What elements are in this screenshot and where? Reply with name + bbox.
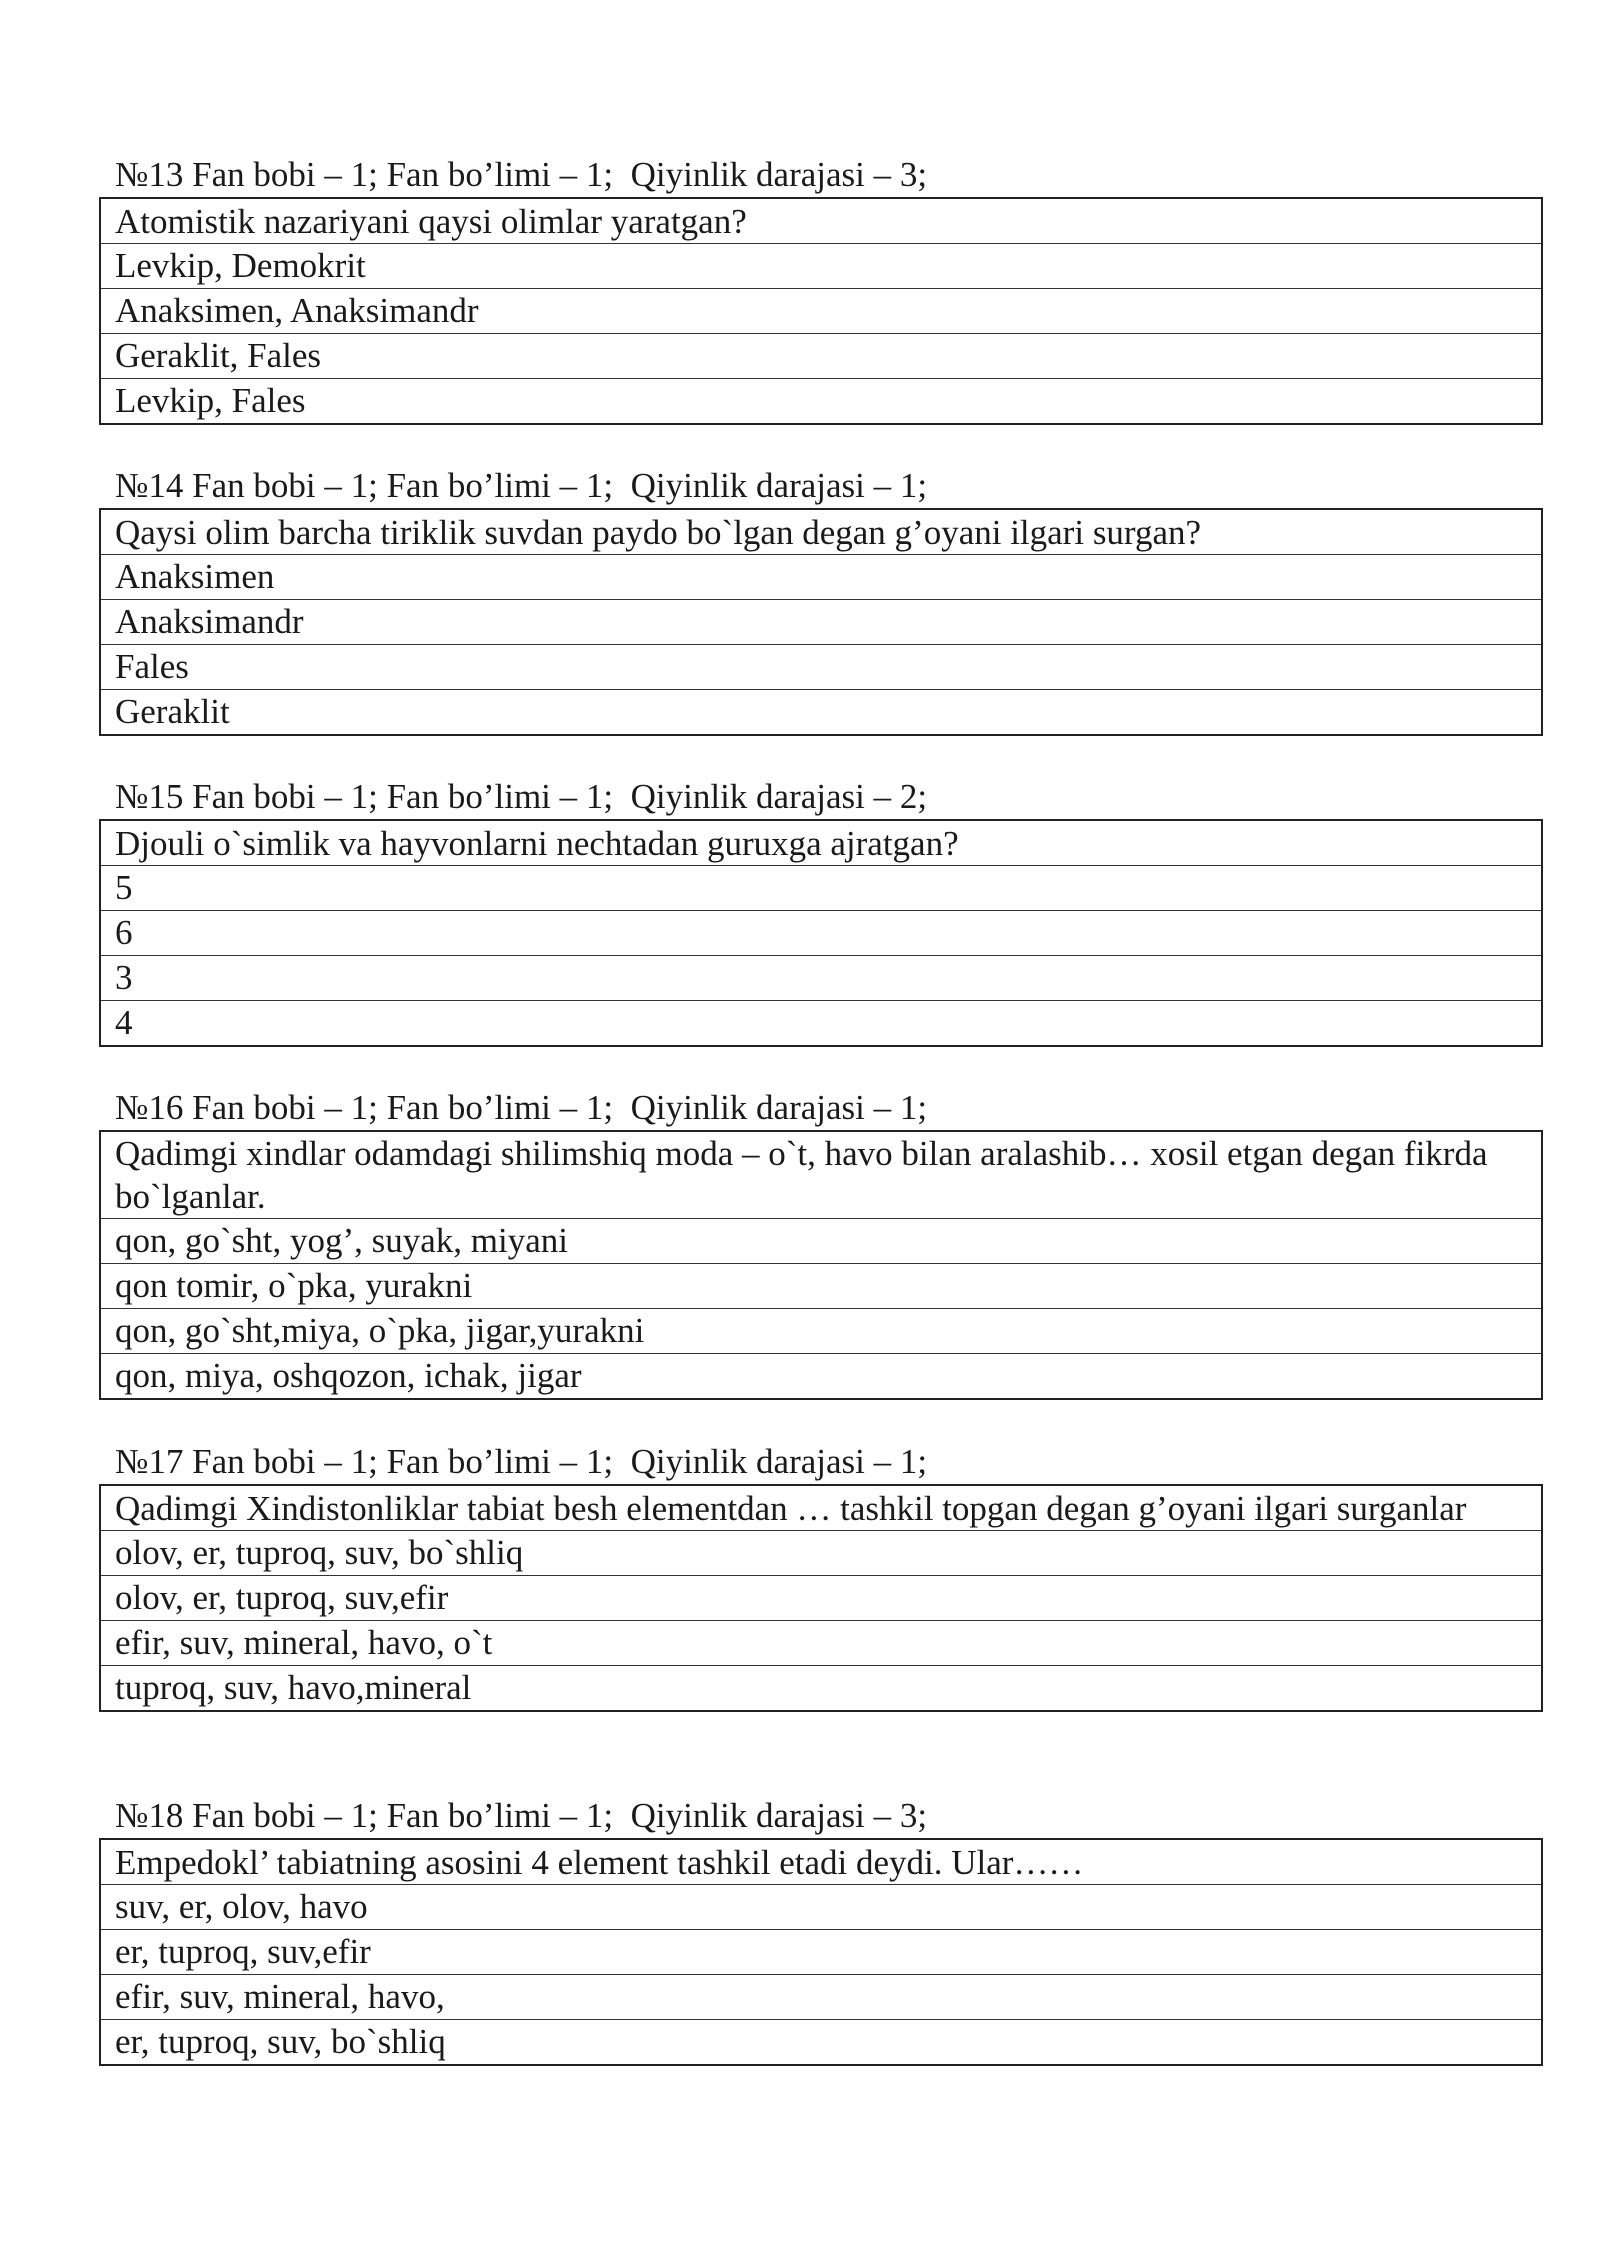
answer-option: olov, er, tuproq, suv,efir [100, 1576, 1542, 1621]
question-table [99, 197, 1543, 425]
question-table [99, 1838, 1543, 2066]
answer-option: 3 [100, 956, 1542, 1001]
answer-option: Levkip, Demokrit [100, 244, 1542, 289]
answer-option: Anaksimandr [100, 600, 1542, 645]
answer-option: Fales [100, 645, 1542, 690]
question-block-17 [99, 1440, 1543, 1712]
answer-option: 5 [100, 866, 1542, 911]
answer-option: efir, suv, mineral, havo, o`t [100, 1621, 1542, 1666]
question-table [99, 508, 1543, 736]
question-header: №17 Fan bobi – 1; Fan bo’limi – 1; Qiyinlik darajasi – 1; [115, 1442, 928, 1481]
answer-option: tuproq, suv, havo,mineral [100, 1666, 1542, 1712]
question-table [99, 1484, 1543, 1712]
answer-option: efir, suv, mineral, havo, [100, 1975, 1542, 2020]
answer-option: Levkip, Fales [100, 379, 1542, 425]
question-header: №13 Fan bobi – 1; Fan bo’limi – 1; Qiyinlik darajasi – 3; [115, 155, 928, 194]
question-text: Qadimgi Xindistonliklar tabiat besh elementdan … tashkil topgan degan g’oyani ilgari surganlar [100, 1485, 1542, 1531]
question-table [99, 819, 1543, 1047]
answer-option: suv, er, olov, havo [100, 1885, 1542, 1930]
question-text: Empedokl’ tabiatning asosini 4 element tashkil etadi deydi. Ular…… [100, 1839, 1542, 1885]
question-block-13 [99, 153, 1543, 425]
question-table [99, 1130, 1543, 1400]
answer-option: er, tuproq, suv, bo`shliq [100, 2020, 1542, 2066]
answer-option: Anaksimen [100, 555, 1542, 600]
answer-option: Geraklit, Fales [100, 334, 1542, 379]
question-block-15 [99, 775, 1543, 1047]
question-block-18 [99, 1794, 1543, 2066]
answer-option: qon, go`sht,miya, o`pka, jigar,yurakni [100, 1309, 1542, 1354]
question-header: №15 Fan bobi – 1; Fan bo’limi – 1; Qiyinlik darajasi – 2; [115, 777, 928, 816]
question-block-16 [99, 1086, 1543, 1400]
answer-option: 4 [100, 1001, 1542, 1047]
answer-option: olov, er, tuproq, suv, bo`shliq [100, 1531, 1542, 1576]
question-header: №16 Fan bobi – 1; Fan bo’limi – 1; Qiyinlik darajasi – 1; [115, 1088, 928, 1127]
question-text: Atomistik nazariyani qaysi olimlar yaratgan? [100, 198, 1542, 244]
question-text: Djouli o`simlik va hayvonlarni nechtadan guruxga ajratgan? [100, 820, 1542, 866]
answer-option: Anaksimen, Anaksimandr [100, 289, 1542, 334]
question-header: №18 Fan bobi – 1; Fan bo’limi – 1; Qiyinlik darajasi – 3; [115, 1796, 928, 1835]
answer-option: qon, miya, oshqozon, ichak, jigar [100, 1354, 1542, 1400]
answer-option: Geraklit [100, 690, 1542, 736]
answer-option: qon tomir, o`pka, yurakni [100, 1264, 1542, 1309]
question-text: Qaysi olim barcha tiriklik suvdan paydo bo`lgan degan g’oyani ilgari surgan? [100, 509, 1542, 555]
question-header: №14 Fan bobi – 1; Fan bo’limi – 1; Qiyinlik darajasi – 1; [115, 466, 928, 505]
answer-option: 6 [100, 911, 1542, 956]
answer-option: er, tuproq, suv,efir [100, 1930, 1542, 1975]
question-text: Qadimgi xindlar odamdagi shilimshiq moda – o`t, havo bilan aralashib… xosil etgan degan fikrda bo`lganlar. [100, 1131, 1542, 1219]
question-block-14 [99, 464, 1543, 736]
answer-option: qon, go`sht, yog’, suyak, miyani [100, 1219, 1542, 1264]
